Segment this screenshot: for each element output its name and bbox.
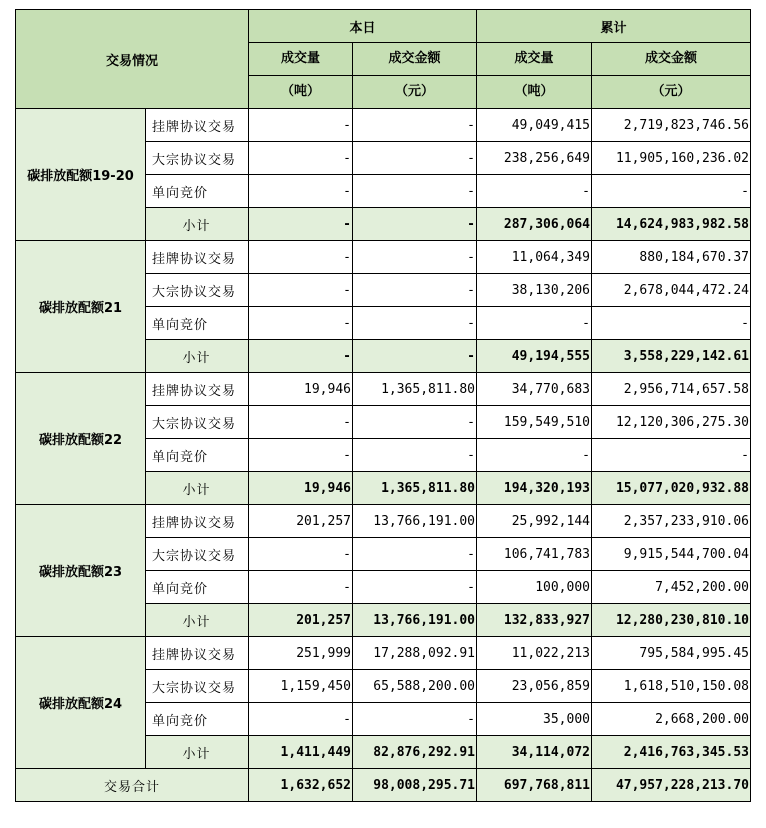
trade-type: 挂牌协议交易 [146, 241, 249, 274]
total-today-volume: 1,632,652 [249, 769, 353, 802]
cumulative-volume-cell: 238,256,649 [477, 142, 592, 175]
trade-type: 单向竞价 [146, 307, 249, 340]
today-volume-cell: - [249, 307, 353, 340]
subtotal-today-amount: 13,766,191.00 [353, 604, 477, 637]
cumulative-volume-cell: 25,992,144 [477, 505, 592, 538]
today-amount-cell: - [353, 175, 477, 208]
trade-type: 大宗协议交易 [146, 406, 249, 439]
subtotal-today-volume: 1,411,449 [249, 736, 353, 769]
today-amount-cell: - [353, 307, 477, 340]
subtotal-label: 小计 [146, 604, 249, 637]
cumulative-amount-cell: 7,452,200.00 [592, 571, 751, 604]
subtotal-today-amount: - [353, 340, 477, 373]
subtotal-cumulative-amount: 15,077,020,932.88 [592, 472, 751, 505]
subtotal-today-volume: 19,946 [249, 472, 353, 505]
cumulative-volume-cell: 23,056,859 [477, 670, 592, 703]
subtotal-label: 小计 [146, 208, 249, 241]
cumulative-volume-cell: 35,000 [477, 703, 592, 736]
today-amount-unit: （元） [353, 76, 477, 109]
today-volume-unit: （吨） [249, 76, 353, 109]
cumulative-amount-cell: 795,584,995.45 [592, 637, 751, 670]
cumulative-volume-cell: 106,741,783 [477, 538, 592, 571]
subtotal-cumulative-amount: 3,558,229,142.61 [592, 340, 751, 373]
cumulative-volume-cell: 100,000 [477, 571, 592, 604]
cumulative-amount-cell: - [592, 175, 751, 208]
cumulative-amount-cell: 1,618,510,150.08 [592, 670, 751, 703]
today-amount-cell: - [353, 241, 477, 274]
cumulative-header: 累计 [477, 10, 751, 43]
today-volume-cell: 201,257 [249, 505, 353, 538]
cumulative-volume-cell: 34,770,683 [477, 373, 592, 406]
today-amount-header: 成交金额 [353, 43, 477, 76]
carbon-trading-table [15, 9, 751, 802]
group-name: 碳排放配额23 [16, 505, 146, 637]
cumulative-amount-header: 成交金额 [592, 43, 751, 76]
today-volume-cell: - [249, 175, 353, 208]
today-volume-cell: - [249, 439, 353, 472]
cumulative-amount-cell: 2,956,714,657.58 [592, 373, 751, 406]
trade-type: 大宗协议交易 [146, 142, 249, 175]
total-cumulative-volume: 697,768,811 [477, 769, 592, 802]
subtotal-cumulative-volume: 132,833,927 [477, 604, 592, 637]
cumulative-amount-cell: 2,668,200.00 [592, 703, 751, 736]
subtotal-cumulative-amount: 14,624,983,982.58 [592, 208, 751, 241]
today-volume-cell: - [249, 538, 353, 571]
today-volume-cell: - [249, 571, 353, 604]
cumulative-volume-cell: 11,064,349 [477, 241, 592, 274]
cumulative-amount-cell: 9,915,544,700.04 [592, 538, 751, 571]
cumulative-volume-unit: （吨） [477, 76, 592, 109]
trade-type: 挂牌协议交易 [146, 109, 249, 142]
trade-type: 大宗协议交易 [146, 538, 249, 571]
today-volume-cell: 19,946 [249, 373, 353, 406]
today-amount-cell: 17,288,092.91 [353, 637, 477, 670]
today-volume-cell: 1,159,450 [249, 670, 353, 703]
today-volume-header: 成交量 [249, 43, 353, 76]
subtotal-cumulative-amount: 12,280,230,810.10 [592, 604, 751, 637]
cumulative-volume-cell: - [477, 307, 592, 340]
today-volume-cell: - [249, 274, 353, 307]
cumulative-amount-unit: （元） [592, 76, 751, 109]
cumulative-amount-cell: 2,357,233,910.06 [592, 505, 751, 538]
subtotal-today-amount: 82,876,292.91 [353, 736, 477, 769]
trade-type: 挂牌协议交易 [146, 373, 249, 406]
table-row [16, 373, 751, 406]
table-row [16, 637, 751, 670]
subtotal-label: 小计 [146, 736, 249, 769]
trade-type: 大宗协议交易 [146, 274, 249, 307]
total-today-amount: 98,008,295.71 [353, 769, 477, 802]
cumulative-volume-cell: 159,549,510 [477, 406, 592, 439]
cumulative-amount-cell: - [592, 439, 751, 472]
today-volume-cell: - [249, 109, 353, 142]
today-volume-cell: - [249, 142, 353, 175]
cumulative-volume-cell: 11,022,213 [477, 637, 592, 670]
subtotal-cumulative-volume: 34,114,072 [477, 736, 592, 769]
subtotal-cumulative-amount: 2,416,763,345.53 [592, 736, 751, 769]
today-amount-cell: - [353, 571, 477, 604]
cumulative-volume-cell: - [477, 175, 592, 208]
cumulative-volume-cell: - [477, 439, 592, 472]
today-volume-cell: 251,999 [249, 637, 353, 670]
today-volume-cell: - [249, 406, 353, 439]
trade-type: 挂牌协议交易 [146, 505, 249, 538]
subtotal-today-amount: 1,365,811.80 [353, 472, 477, 505]
cumulative-amount-cell: 11,905,160,236.02 [592, 142, 751, 175]
cumulative-amount-cell: - [592, 307, 751, 340]
table-body [16, 109, 751, 802]
today-header: 本日 [249, 10, 477, 43]
group-name: 碳排放配额22 [16, 373, 146, 505]
subtotal-label: 小计 [146, 472, 249, 505]
trade-type: 单向竞价 [146, 175, 249, 208]
subtotal-label: 小计 [146, 340, 249, 373]
subtotal-cumulative-volume: 194,320,193 [477, 472, 592, 505]
subtotal-cumulative-volume: 287,306,064 [477, 208, 592, 241]
subtotal-today-volume: - [249, 340, 353, 373]
table-row [16, 241, 751, 274]
total-cumulative-amount: 47,957,228,213.70 [592, 769, 751, 802]
cumulative-amount-cell: 12,120,306,275.30 [592, 406, 751, 439]
today-amount-cell: 1,365,811.80 [353, 373, 477, 406]
today-amount-cell: - [353, 142, 477, 175]
trade-type: 挂牌协议交易 [146, 637, 249, 670]
today-amount-cell: - [353, 439, 477, 472]
today-amount-cell: - [353, 538, 477, 571]
cumulative-volume-header: 成交量 [477, 43, 592, 76]
trade-info-header: 交易情况 [16, 10, 249, 109]
total-label: 交易合计 [16, 769, 249, 802]
today-amount-cell: - [353, 406, 477, 439]
trade-type: 单向竞价 [146, 439, 249, 472]
group-name: 碳排放配额24 [16, 637, 146, 769]
trade-type: 大宗协议交易 [146, 670, 249, 703]
today-amount-cell: 13,766,191.00 [353, 505, 477, 538]
today-amount-cell: - [353, 274, 477, 307]
today-amount-cell: - [353, 703, 477, 736]
subtotal-today-amount: - [353, 208, 477, 241]
table-row [16, 505, 751, 538]
today-amount-cell: - [353, 109, 477, 142]
today-volume-cell: - [249, 241, 353, 274]
subtotal-today-volume: - [249, 208, 353, 241]
today-amount-cell: 65,588,200.00 [353, 670, 477, 703]
group-name: 碳排放配额19-20 [16, 109, 146, 241]
trade-type: 单向竞价 [146, 703, 249, 736]
today-volume-cell: - [249, 703, 353, 736]
cumulative-volume-cell: 38,130,206 [477, 274, 592, 307]
table-row [16, 109, 751, 142]
subtotal-cumulative-volume: 49,194,555 [477, 340, 592, 373]
trade-type: 单向竞价 [146, 571, 249, 604]
cumulative-amount-cell: 2,719,823,746.56 [592, 109, 751, 142]
subtotal-today-volume: 201,257 [249, 604, 353, 637]
group-name: 碳排放配额21 [16, 241, 146, 373]
cumulative-amount-cell: 2,678,044,472.24 [592, 274, 751, 307]
total-row [16, 769, 751, 802]
cumulative-amount-cell: 880,184,670.37 [592, 241, 751, 274]
cumulative-volume-cell: 49,049,415 [477, 109, 592, 142]
